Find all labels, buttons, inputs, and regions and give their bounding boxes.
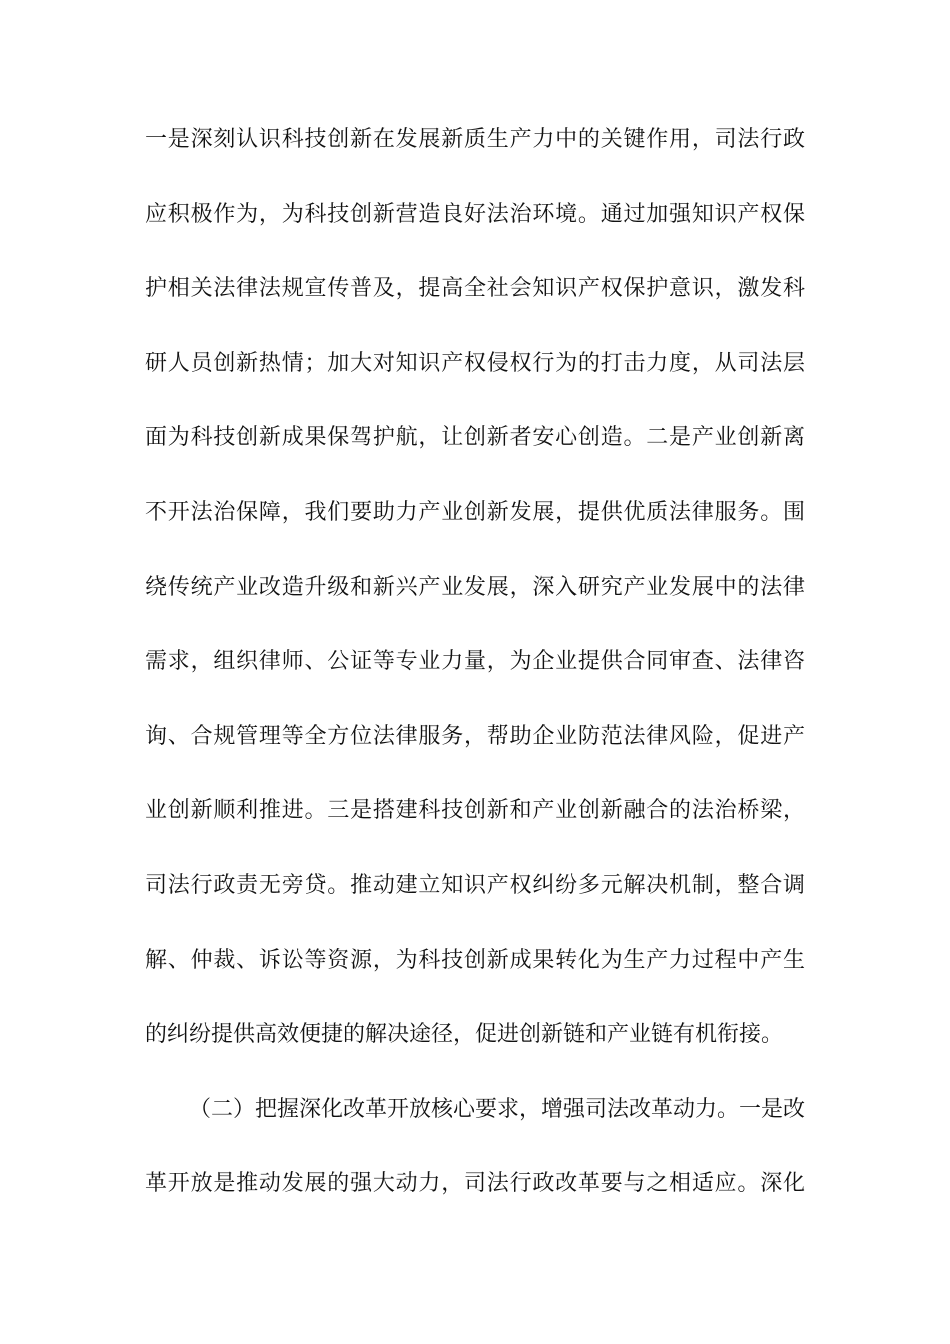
paragraph-line: 不开法治保障，我们要助力产业创新发展，提供优质法律服务。围	[145, 499, 805, 525]
paragraph-line: 革开放是推动发展的强大动力，司法行政改革要与之相适应。深化	[145, 1171, 805, 1197]
paragraph-line: 需求，组织律师、公证等专业力量，为企业提供合同审查、法律咨	[145, 649, 805, 675]
paragraph-line: 一是深刻认识科技创新在发展新质生产力中的关键作用，司法行政	[145, 127, 805, 152]
paragraph-line: 应积极作为，为科技创新营造良好法治环境。通过加强知识产权保	[145, 201, 805, 227]
paragraph-line: 司法行政责无旁贷。推动建立知识产权纠纷多元解决机制，整合调	[145, 872, 805, 898]
paragraph-line: 绕传统产业改造升级和新兴产业发展，深入研究产业发展中的法律	[145, 574, 805, 600]
paragraph-line: 询、合规管理等全方位法律服务，帮助企业防范法律风险，促进产	[145, 723, 805, 749]
section-heading-line: （二）把握深化改革开放核心要求，增强司法改革动力。一是改	[189, 1096, 805, 1122]
paragraph-line: 面为科技创新成果保驾护航，让创新者安心创造。二是产业创新离	[145, 425, 805, 451]
paragraph-line: 的纠纷提供高效便捷的解决途径，促进创新链和产业链有机衔接。	[145, 1022, 784, 1048]
paragraph-line: 研人员创新热情；加大对知识产权侵权行为的打击力度，从司法层	[145, 350, 805, 376]
paragraph-line: 业创新顺利推进。三是搭建科技创新和产业创新融合的法治桥梁，	[145, 798, 805, 824]
document-page	[145, 103, 805, 1222]
paragraph-line: 解、仲裁、诉讼等资源，为科技创新成果转化为生产力过程中产生	[145, 947, 805, 973]
paragraph-line: 护相关法律法规宣传普及，提高全社会知识产权保护意识，激发科	[145, 276, 805, 302]
